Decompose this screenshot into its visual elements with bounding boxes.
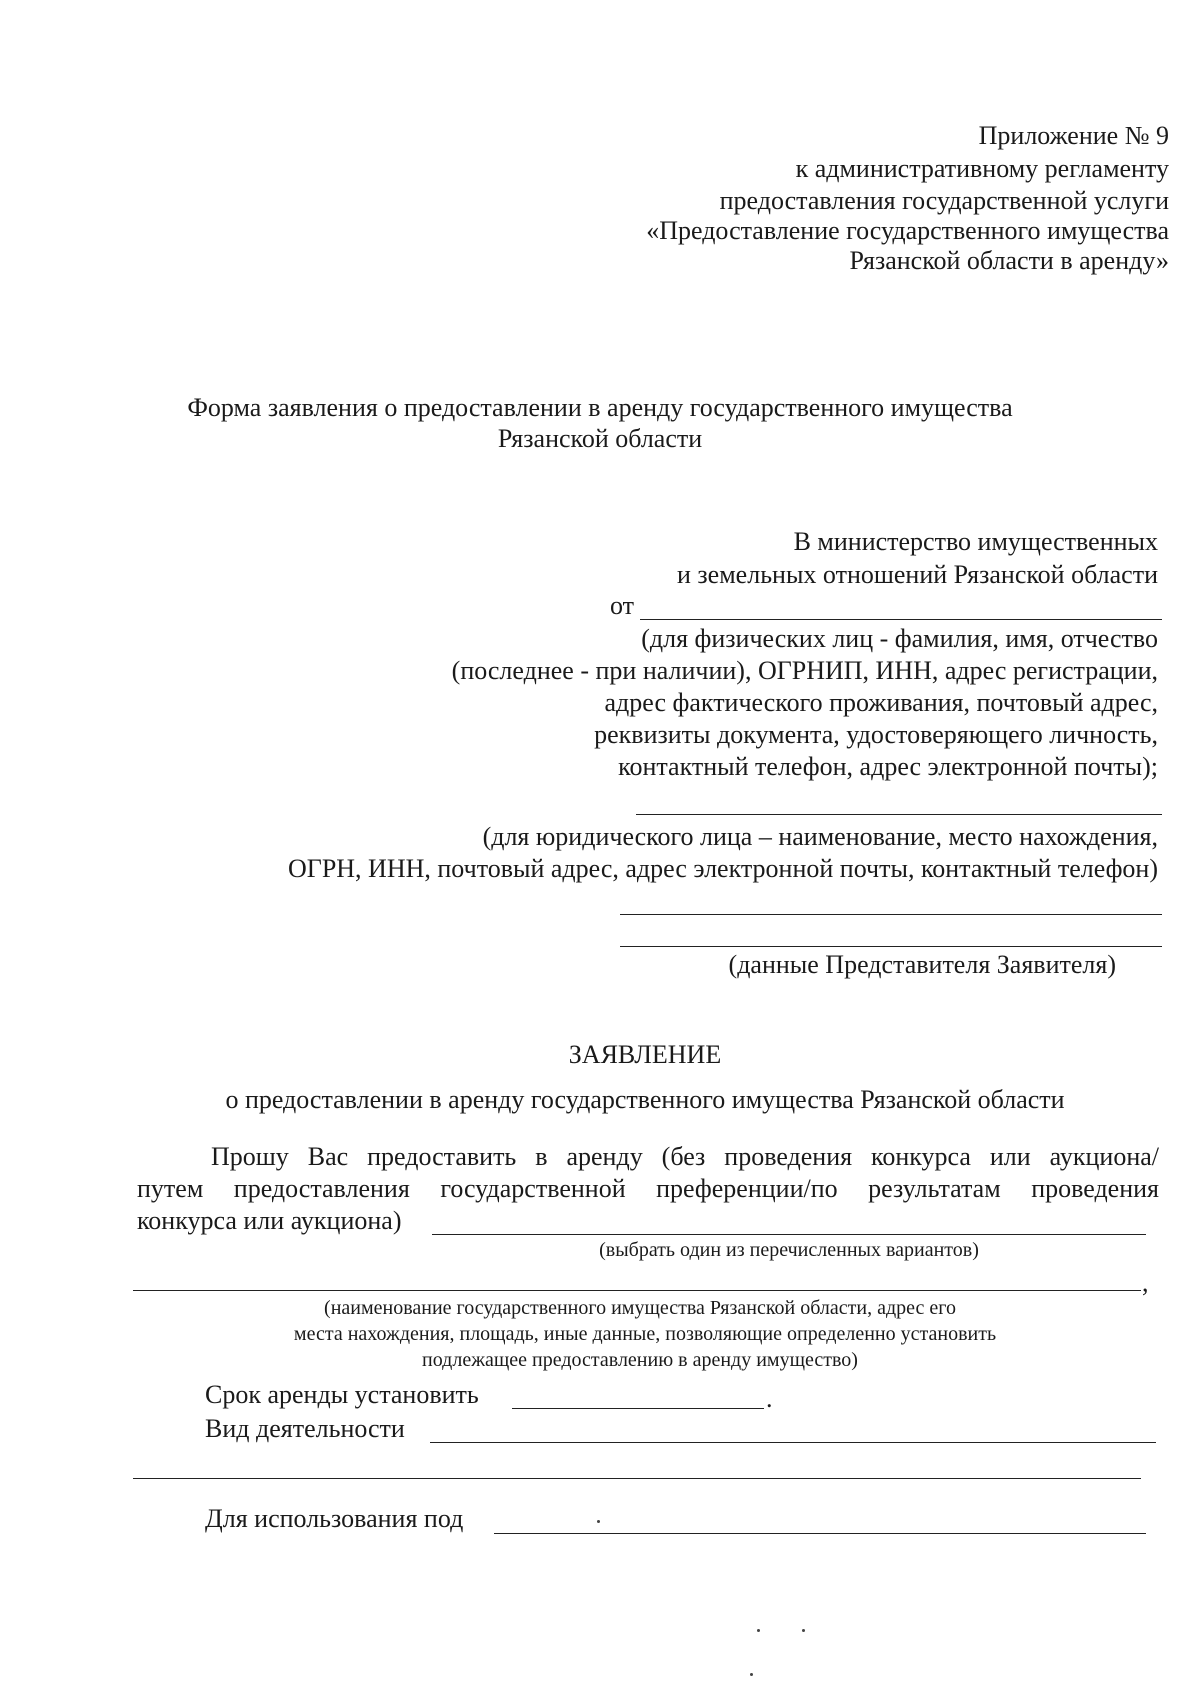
choice-hint: (выбрать один из перечисленных вариантов) — [599, 1239, 979, 1261]
from-field-line[interactable] — [640, 619, 1162, 620]
term-label: Срок аренды установить — [205, 1380, 479, 1409]
appendix-line-4: «Предоставление государственного имущества — [646, 216, 1169, 245]
term-period: . — [766, 1384, 773, 1413]
property-hint-3: подлежащее предоставлению в аренду имущество) — [422, 1349, 858, 1371]
statement-heading: ЗАЯВЛЕНИЕ — [568, 1040, 722, 1069]
individual-hint-4: реквизиты документа, удостоверяющего личность, — [594, 720, 1158, 749]
property-hint-2: места нахождения, площадь, иные данные, позволяющие определенно установить — [293, 1323, 997, 1345]
usage-field-line[interactable] — [494, 1533, 1146, 1534]
addressee-line-2: и земельных отношений Рязанской области — [677, 560, 1158, 589]
representative-hint: (данные Представителя Заявителя) — [728, 950, 1116, 979]
statement-body-line-1: Прошу Вас предоставить в аренду (без проведения конкурса или аукциона/ — [211, 1142, 1159, 1171]
property-field-line[interactable] — [133, 1290, 1141, 1291]
scan-speck — [757, 1629, 760, 1632]
form-title-line-1: Форма заявления о предоставлении в аренду государственного имущества — [187, 393, 1013, 422]
statement-subheading: о предоставлении в аренду государственного имущества Рязанской области — [225, 1085, 1065, 1114]
term-field-line[interactable] — [512, 1408, 764, 1409]
appendix-line-5: Рязанской области в аренду» — [849, 246, 1169, 275]
legal-hint-2: ОГРН, ИНН, почтовый адрес, адрес электронной почты, контактный телефон) — [288, 854, 1158, 883]
statement-body-line-2: путем предоставления государственной преференции/по результатам проведения — [137, 1174, 1159, 1203]
appendix-number: Приложение № 9 — [978, 121, 1169, 150]
addressee-line-1: В министерство имущественных — [793, 527, 1158, 556]
property-comma: , — [1142, 1268, 1149, 1297]
representative-field-line-2[interactable] — [620, 946, 1162, 947]
scan-speck — [597, 1520, 600, 1523]
individual-hint-2: (последнее - при наличии), ОГРНИП, ИНН, адрес регистрации, — [451, 656, 1158, 685]
activity-field-line[interactable] — [430, 1442, 1156, 1443]
individual-hint-3: адрес фактического проживания, почтовый адрес, — [604, 688, 1158, 717]
usage-label: Для использования под — [205, 1504, 464, 1533]
legal-entity-field-line[interactable] — [636, 814, 1162, 815]
rental-basis-field-line[interactable] — [432, 1234, 1146, 1235]
appendix-line-2: к административному регламенту — [795, 154, 1169, 183]
statement-body-line-3: конкурса или аукциона) — [137, 1206, 402, 1235]
legal-hint-1: (для юридического лица – наименование, место нахождения, — [482, 822, 1158, 851]
activity-label: Вид деятельности — [205, 1414, 405, 1443]
individual-hint-1: (для физических лиц - фамилия, имя, отчество — [641, 624, 1158, 653]
scan-speck — [750, 1673, 753, 1676]
individual-hint-5: контактный телефон, адрес электронной почты); — [618, 752, 1158, 781]
form-title-line-2: Рязанской области — [497, 424, 703, 453]
scan-speck — [802, 1629, 805, 1632]
representative-field-line-1[interactable] — [620, 914, 1162, 915]
property-hint-1: (наименование государственного имущества Рязанской области, адрес его — [324, 1297, 956, 1319]
appendix-line-3: предоставления государственной услуги — [719, 186, 1169, 215]
activity-continuation-line[interactable] — [133, 1478, 1141, 1479]
from-label: от — [610, 591, 635, 620]
